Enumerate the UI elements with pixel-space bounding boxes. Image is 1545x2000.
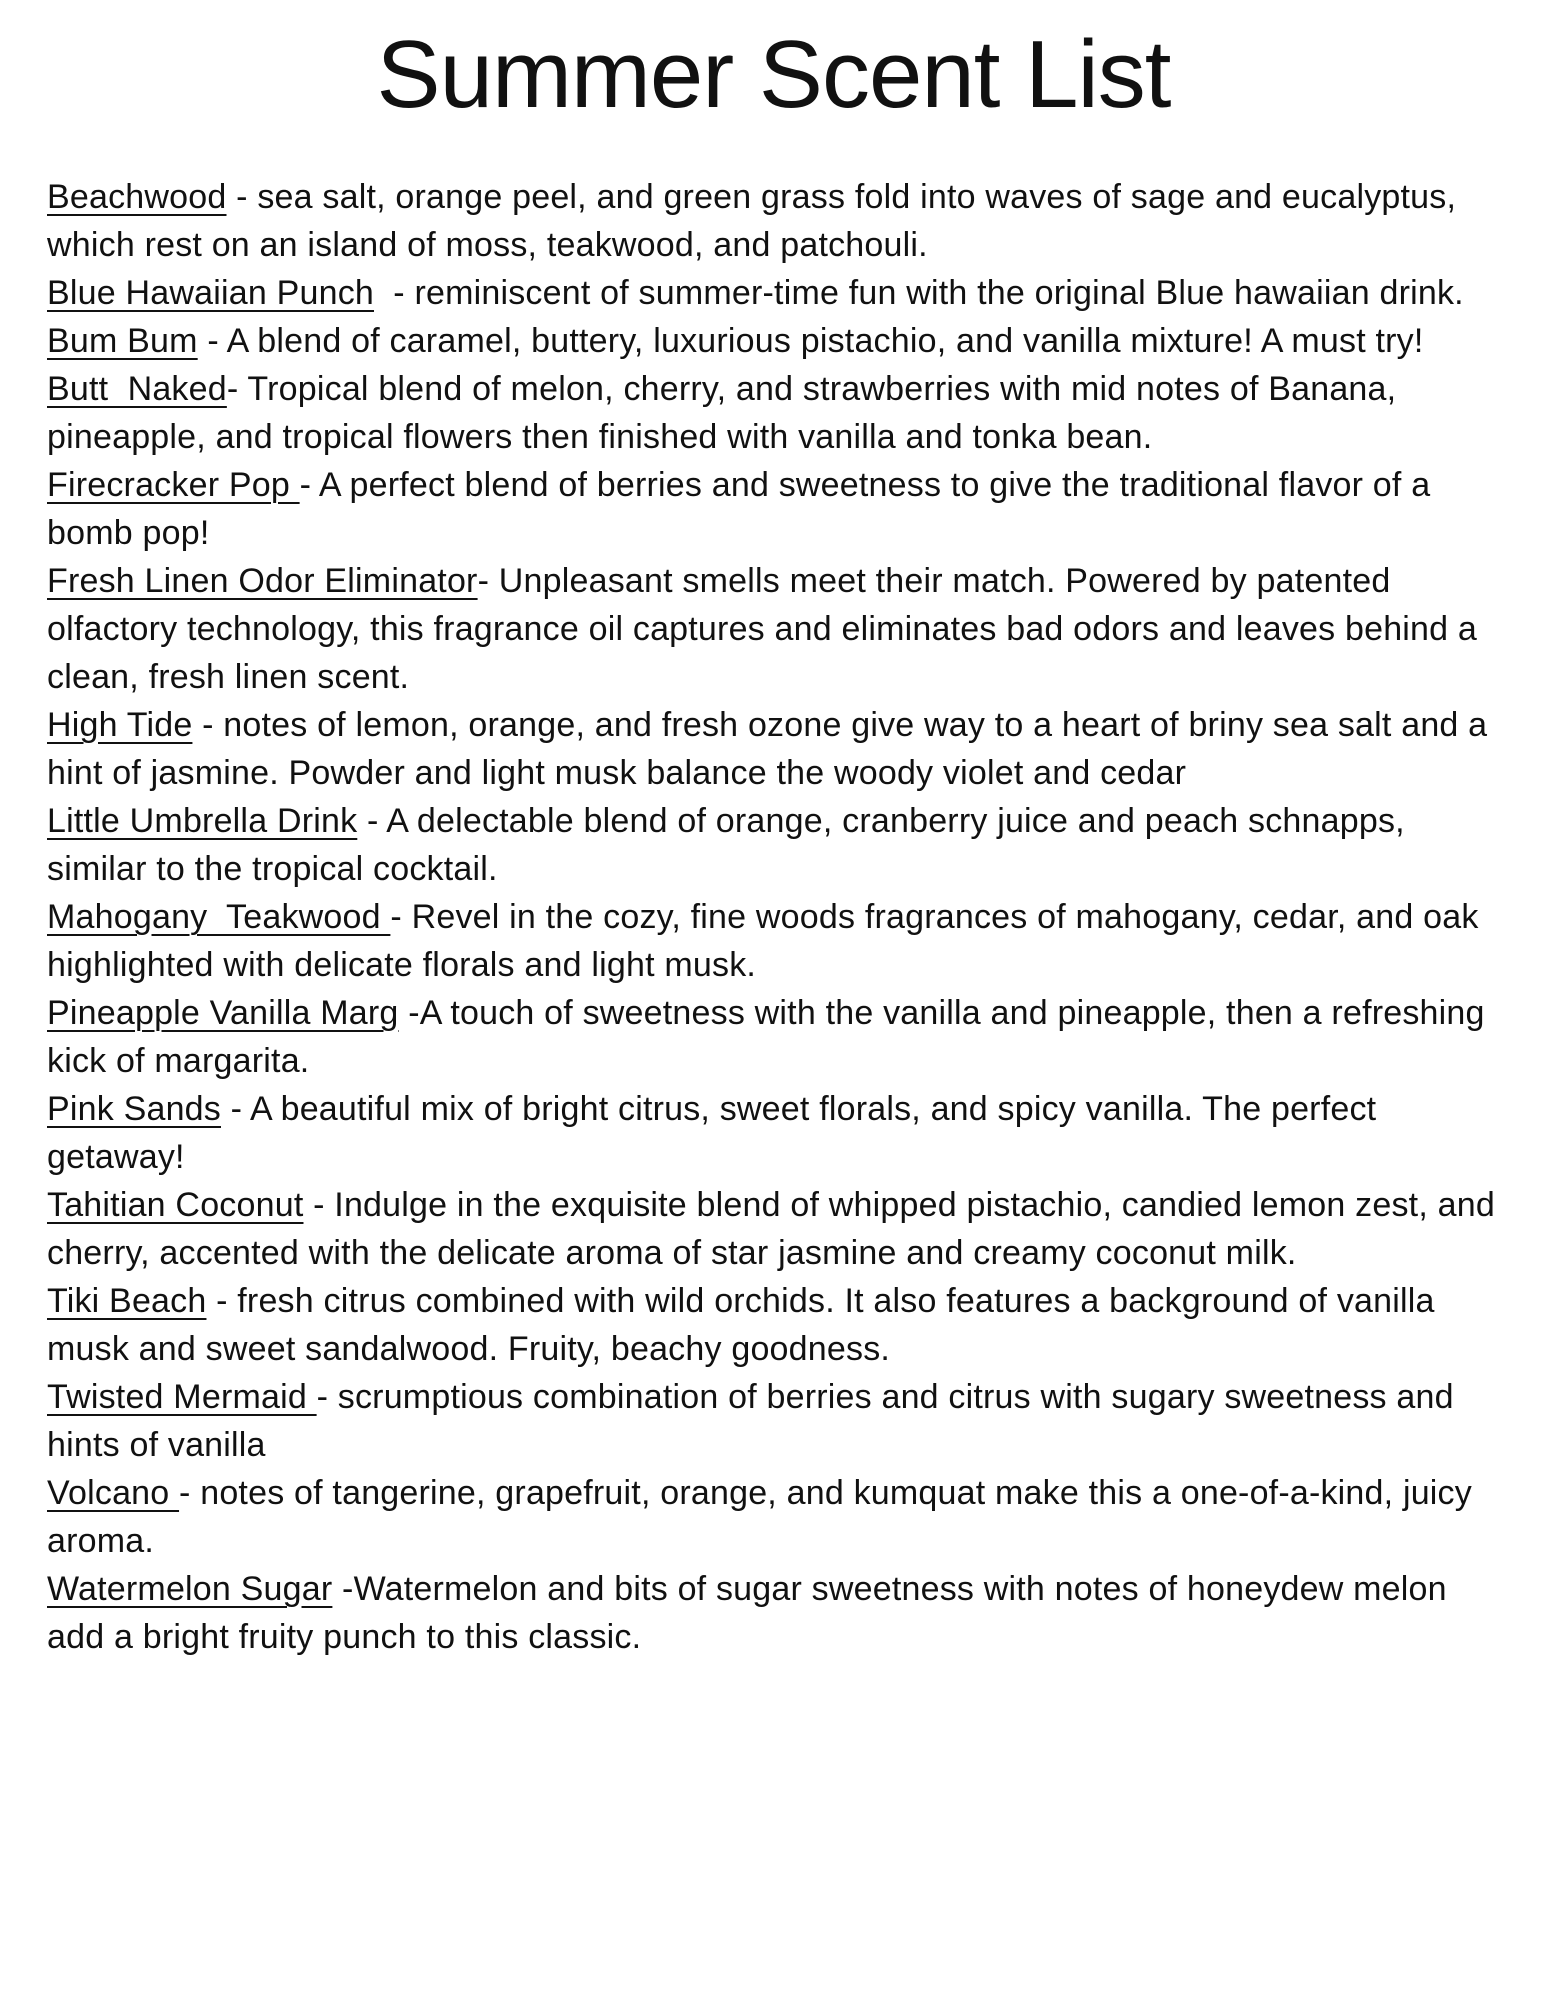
scent-entry: [47, 1469, 1500, 1565]
scent-description: - A beautiful mix of bright citrus, sweet florals, and spicy vanilla. The perfect getaway!: [47, 1090, 1386, 1177]
scent-name: High Tide: [47, 706, 193, 745]
scent-description: - notes of lemon, orange, and fresh ozone give way to a heart of briny sea salt and a hint of jasmine. Powder and light musk balance the woody violet and cedar: [47, 706, 1497, 793]
scent-name: Mahogany Teakwood: [47, 898, 391, 937]
scent-description: - sea salt, orange peel, and green grass fold into waves of sage and eucalyptus, which rest on an island of moss, teakwood, and patchouli.: [47, 178, 1466, 265]
scent-name: Pink Sands: [47, 1090, 221, 1129]
page-title: Summer Scent List: [376, 21, 1171, 128]
scent-entry: [47, 557, 1500, 701]
scent-name: Volcano: [47, 1474, 180, 1513]
scent-name: Beachwood: [47, 178, 227, 217]
scent-description: -Watermelon and bits of sugar sweetness with notes of honeydew melon add a bright fruity punch to this classic.: [47, 1570, 1457, 1657]
scent-description: - scrumptious combination of berries and citrus with sugary sweetness and hints of vanilla: [47, 1378, 1464, 1465]
scent-entry: [47, 989, 1500, 1085]
scent-name: Tahitian Coconut: [47, 1186, 304, 1225]
scent-name: Butt Naked: [47, 370, 227, 409]
scent-name: Bum Bum: [47, 322, 198, 361]
scent-description: - A perfect blend of berries and sweetness to give the traditional flavor of a bomb pop!: [47, 466, 1440, 553]
scent-entry: [47, 797, 1500, 893]
scent-entry: [47, 1181, 1505, 1277]
scent-entry: [47, 173, 1500, 269]
scent-name: Twisted Mermaid: [47, 1378, 317, 1417]
scent-name: Watermelon Sugar: [47, 1570, 333, 1609]
scent-entry: [47, 1085, 1500, 1181]
scent-name: Little Umbrella Drink: [47, 802, 358, 841]
scent-name: Firecracker Pop: [47, 466, 300, 505]
scent-description: - A delectable blend of orange, cranberry juice and peach schnapps, similar to the tropical cocktail.: [47, 802, 1415, 889]
scent-list: [47, 173, 1505, 1661]
scent-description: - reminiscent of summer-time fun with the original Blue hawaiian drink.: [374, 274, 1464, 313]
scent-name: Blue Hawaiian Punch: [47, 274, 374, 313]
scent-entry: [47, 269, 1500, 317]
scent-description: - A blend of caramel, buttery, luxurious pistachio, and vanilla mixture! A must try!: [197, 322, 1424, 361]
scent-entry: [47, 461, 1500, 557]
scent-entry: [47, 1565, 1500, 1661]
scent-entry: [47, 893, 1500, 989]
scent-description: - Revel in the cozy, fine woods fragrances of mahogany, cedar, and oak highlighted with delicate florals and light musk.: [47, 898, 1489, 985]
scent-description: - notes of tangerine, grapefruit, orange, and kumquat make this a one-of-a-kind, juicy aroma.: [47, 1474, 1482, 1561]
scent-name: Fresh Linen Odor Eliminator: [47, 562, 478, 601]
scent-description: -A touch of sweetness with the vanilla and pineapple, then a refreshing kick of margarita.: [47, 994, 1495, 1081]
scent-description: - Indulge in the exquisite blend of whipped pistachio, candied lemon zest, and cherry, accented with the delicate aroma of star jasmine and creamy coconut milk.: [47, 1186, 1505, 1273]
scent-entry: [47, 365, 1500, 461]
scent-entry: [47, 701, 1500, 797]
scent-description: - Tropical blend of melon, cherry, and strawberries with mid notes of Banana, pineapple, and tropical flowers then finished with vanilla and tonka bean.: [47, 370, 1406, 457]
scent-entry: [47, 1277, 1500, 1373]
scent-description: - Unpleasant smells meet their match. Powered by patented olfactory technology, this fragrance oil captures and eliminates bad odors and leaves behind a clean, fresh linen scent.: [47, 562, 1487, 697]
scent-name: Tiki Beach: [47, 1282, 207, 1321]
scent-entry: [47, 317, 1500, 365]
scent-entry: [47, 1373, 1500, 1469]
scent-name: Pineapple Vanilla Marg: [47, 994, 399, 1033]
scent-description: - fresh citrus combined with wild orchids. It also features a background of vanilla musk and sweet sandalwood. Fruity, beachy goodness.: [47, 1282, 1445, 1369]
